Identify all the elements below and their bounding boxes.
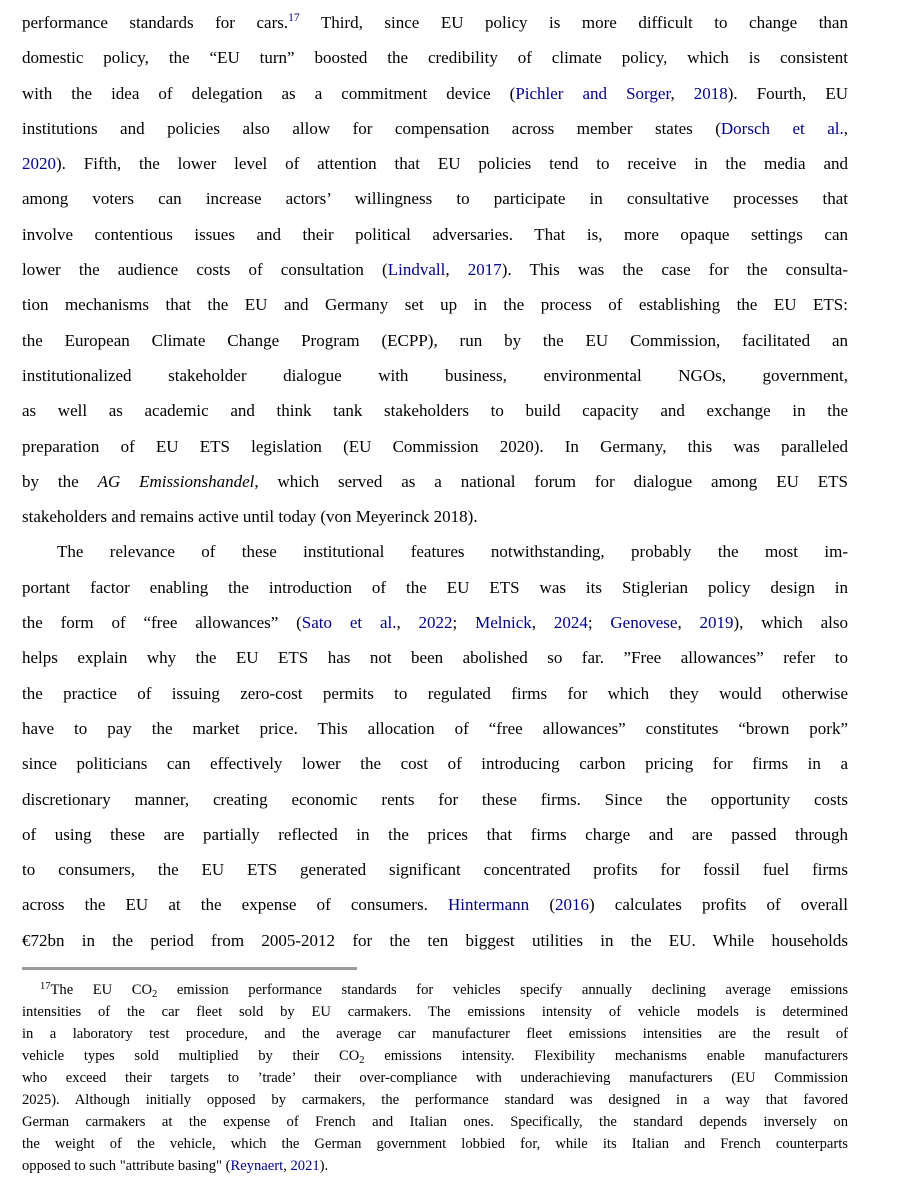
text-line [22,146,848,181]
citation-link[interactable]: 2016 [555,895,589,915]
text-run: The EU CO [50,982,153,999]
citation-link[interactable]: Lindvall [387,260,446,280]
text-run: ; [452,613,476,633]
text-line [22,782,848,817]
text-run: , which served as a national forum for dialogue among EU ETS [254,471,848,491]
text-line [22,464,848,499]
citation-link[interactable]: 2021 [290,1158,320,1175]
citation-link[interactable]: 2024 [553,613,588,633]
text-run: , [670,83,694,103]
text-line [22,181,848,216]
text-run: , [531,613,554,633]
text-line [22,217,848,252]
text-run: the form of “free allowances” ( [22,613,302,633]
text-line [22,570,848,605]
text-run: lower the audience costs of consultation ( [22,260,388,280]
text-run: as well as academic and think tank stakeholders to build capacity and exchange in the [22,401,848,421]
text-line [22,746,848,781]
citation-link[interactable]: Hintermann [447,895,530,915]
citation-link[interactable]: 2017 [467,260,502,280]
text-run: €72bn in the period from 2005-2012 for the ten biggest utilities in the EU. While households [22,930,848,950]
text-run: , [396,613,419,633]
text-line [22,1067,848,1089]
text-run: vehicle types sold multiplied by their CO [22,1048,360,1065]
text-run: across the EU at the expense of consumers. [22,895,448,915]
text-line [22,676,848,711]
text-run: domestic policy, the “EU turn” boosted the credibility of climate policy, which is consistent [22,48,848,68]
text-line [22,358,848,393]
text-run: the practice of issuing zero-cost permits to regulated firms for which they would otherwise [22,683,848,703]
text-run: ). [319,1158,329,1175]
text-run: in a laboratory test procedure, and the average car manufacturer fleet emissions intensities are the result of [22,1026,848,1043]
text-run: institutionalized stakeholder dialogue with business, environmental NGOs, government, [22,365,848,385]
text-line [22,323,848,358]
citation-link[interactable]: Pichler and Sorger [515,83,671,103]
subscript-text: 2 [359,1055,365,1067]
text-run: tion mechanisms that the EU and Germany set up in the process of establishing the EU ETS: [22,295,848,315]
text-run: to consumers, the EU ETS generated significant concentrated profits for fossil fuel firms [22,860,848,880]
text-line [22,1089,848,1111]
text-run: the European Climate Change Program (ECPP), run by the EU Commission, facilitated an [22,330,848,350]
footnote-separator-rule [22,967,357,970]
citation-link[interactable]: Reynaert [230,1158,284,1175]
text-run: performance standards for cars. [22,13,289,32]
text-run: by the [22,471,98,491]
text-run: ( [529,895,555,915]
footnote-ref-link[interactable]: 17 [288,12,300,24]
text-run: ) calculates profits of overall [589,895,848,915]
text-run: , [843,118,849,138]
text-line [22,1023,848,1045]
text-line [22,1045,848,1067]
text-line [22,640,848,675]
text-run: ; [587,613,611,633]
text-run: , [445,260,468,280]
citation-link[interactable]: Sato et al. [301,613,397,633]
text-line [22,76,848,111]
italic-text-run: AG Emissionshandel [97,471,255,491]
text-run: emissions intensity. Flexibility mechanisms enable manufacturers [364,1048,848,1065]
text-run: preparation of EU ETS legislation (EU Commission 2020). In Germany, this was paralleled [22,436,848,456]
text-line [22,287,848,322]
text-line [22,923,848,958]
text-line [22,40,848,75]
text-line [22,1155,848,1177]
text-run: of using these are partially reflected in the prices that firms charge and are passed through [22,824,848,844]
text-run: institutions and policies also allow for compensation across member states ( [22,118,721,138]
text-run: discretionary manner, creating economic rents for these firms. Since the opportunity costs [22,789,848,809]
subscript-text: 2 [152,989,158,1001]
text-line [22,534,848,569]
text-run: ). Fifth, the lower level of attention that EU policies tend to receive in the media and [56,154,848,174]
text-run: who exceed their targets to ’trade’ their over-compliance with underachieving manufacturers (EU Commission [22,1070,848,1087]
text-run: portant factor enabling the introduction of the EU ETS was its Stiglerian policy design in [22,577,848,597]
text-run: among voters can increase actors’ willingness to participate in consultative processes that [22,189,848,209]
text-run: since politicians can effectively lower the cost of introducing carbon pricing for firms in a [22,754,848,774]
text-line [22,852,848,887]
text-run: ), which also [733,613,849,633]
text-line [22,5,848,40]
text-run: , [283,1158,291,1175]
text-run: , [677,613,700,633]
citation-link[interactable]: 2018 [693,83,728,103]
text-line [22,1001,848,1023]
text-line [22,252,848,287]
text-run: ). Fourth, EU [727,83,848,103]
text-run: stakeholders and remains active until today (von Meyerinck 2018). [22,507,478,527]
citation-link[interactable]: Genovese [610,613,678,633]
text-line [22,429,848,464]
footnote-block [22,979,848,1177]
text-run: ). This was the case for the consulta- [501,260,848,280]
text-line [22,887,848,922]
citation-link[interactable]: 2020 [22,154,56,174]
text-run: opposed to such "attribute basing" ( [22,1158,231,1175]
text-run: Third, since EU policy is more difficult to change than [299,13,848,32]
citation-link[interactable]: 2019 [699,613,734,633]
text-line [22,111,848,146]
text-line [22,817,848,852]
text-run: intensities of the car fleet sold by EU carmakers. The emissions intensity of vehicle models is determined [22,1004,848,1021]
text-line [22,393,848,428]
citation-link[interactable]: 2022 [418,613,453,633]
text-run: emission performance standards for vehicles specify annually declining average emissions [157,982,848,999]
text-line [22,1111,848,1133]
text-run: German carmakers at the expense of French and Italian ones. Specifically, the standard depends inversely on [22,1114,848,1131]
text-run: The relevance of these institutional features notwithstanding, probably the most im- [57,542,848,562]
text-line [22,711,848,746]
text-run: with the idea of delegation as a commitment device ( [22,83,516,103]
text-run: helps explain why the EU ETS has not been abolished so far. ”Free allowances” refer to [22,648,848,668]
text-line [22,1133,848,1155]
footnote-marker: 17 [40,981,51,993]
text-line [22,979,848,1001]
text-line [22,499,848,534]
citation-link[interactable]: Melnick [475,613,532,633]
body-text [22,5,848,958]
text-run: involve contentious issues and their political adversaries. That is, more opaque settings can [22,224,848,244]
text-run: 2025). Although initially opposed by carmakers, the performance standard was designed in a way that favored [22,1092,848,1109]
text-run: have to pay the market price. This allocation of “free allowances” constitutes “brown pork” [22,718,848,738]
citation-link[interactable]: Dorsch et al. [720,118,844,138]
text-line [22,605,848,640]
text-run: the weight of the vehicle, which the German government lobbied for, while its Italian and French counterparts [22,1136,848,1153]
